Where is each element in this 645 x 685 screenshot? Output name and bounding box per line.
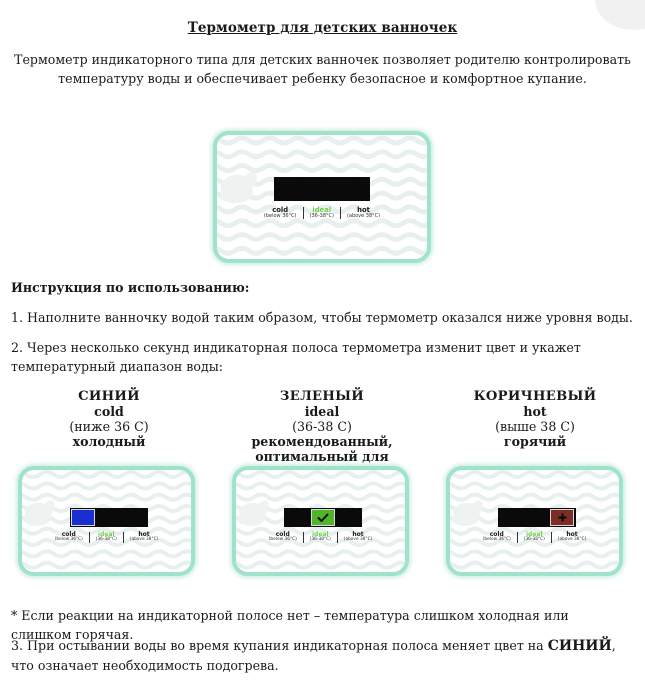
indicator-strip — [498, 508, 576, 527]
instructions-heading: Инструкция по использованию: — [11, 280, 250, 295]
indicator-strip — [284, 508, 362, 527]
page-title: Термометр для детских ванночек — [187, 20, 458, 36]
indicator-strip — [70, 508, 148, 527]
thermometer-hot — [446, 466, 623, 576]
step-1: 1. Наполните ванночку водой таким образом, чтобы термометр оказался ниже уровня воды. — [11, 310, 633, 325]
step-3: 3. При остывании воды во время купания индикаторная полоса меняет цвет на СИНИЙ, что означает необходимость подогрева. — [11, 638, 616, 673]
bear-silhouette — [239, 500, 269, 526]
label-cold: cold (below 36°C) — [263, 206, 297, 220]
thermometer-cold — [18, 466, 195, 576]
bear-silhouette — [453, 500, 483, 526]
state-ideal: ЗЕЛЕНЫЙ ideal (36-38 С) рекомендованный, оптимальный для — [251, 389, 393, 464]
intro-paragraph: Термометр индикаторного типа для детских ванночек позволяет родителю контролировать температуру воды и обеспечивает ребенку безопасное и комфортное купание. — [14, 52, 631, 86]
thermometer-labels: cold (below 36°C) ideal (36-38°C) hot (above 38°C) — [482, 531, 587, 543]
thermometer-ideal — [232, 466, 409, 576]
thermometer-main — [213, 131, 431, 263]
state-hot: КОРИЧНЕВЫЙ hot (выше 38 С) горячий — [473, 389, 597, 449]
thermometer-labels: cold (below 36°C) ideal (36-38°C) hot (above 38°C) — [268, 531, 373, 543]
bear-silhouette — [25, 500, 55, 526]
note: * Если реакции на индикаторной полосе нет – температура слишком холодная или слишком горячая. — [11, 608, 569, 642]
thermometer-labels — [217, 207, 427, 219]
state-cold: СИНИЙ cold (ниже 36 С) холодный — [69, 389, 149, 449]
thermometer-labels: cold (below 36°C) ideal (36-38°C) hot (above 38°C) — [54, 531, 159, 543]
step-2: 2. Через несколько секунд индикаторная полоса термометра изменит цвет и укажет температурный диапазон воды: — [11, 340, 581, 374]
snowflake-icon — [71, 509, 95, 526]
indicator-strip — [274, 177, 370, 201]
label-ideal: ideal (36-38°C) — [309, 206, 334, 220]
plus-icon — [550, 509, 574, 526]
check-icon — [311, 509, 335, 526]
label-hot: hot (above 38°C) — [346, 206, 381, 220]
